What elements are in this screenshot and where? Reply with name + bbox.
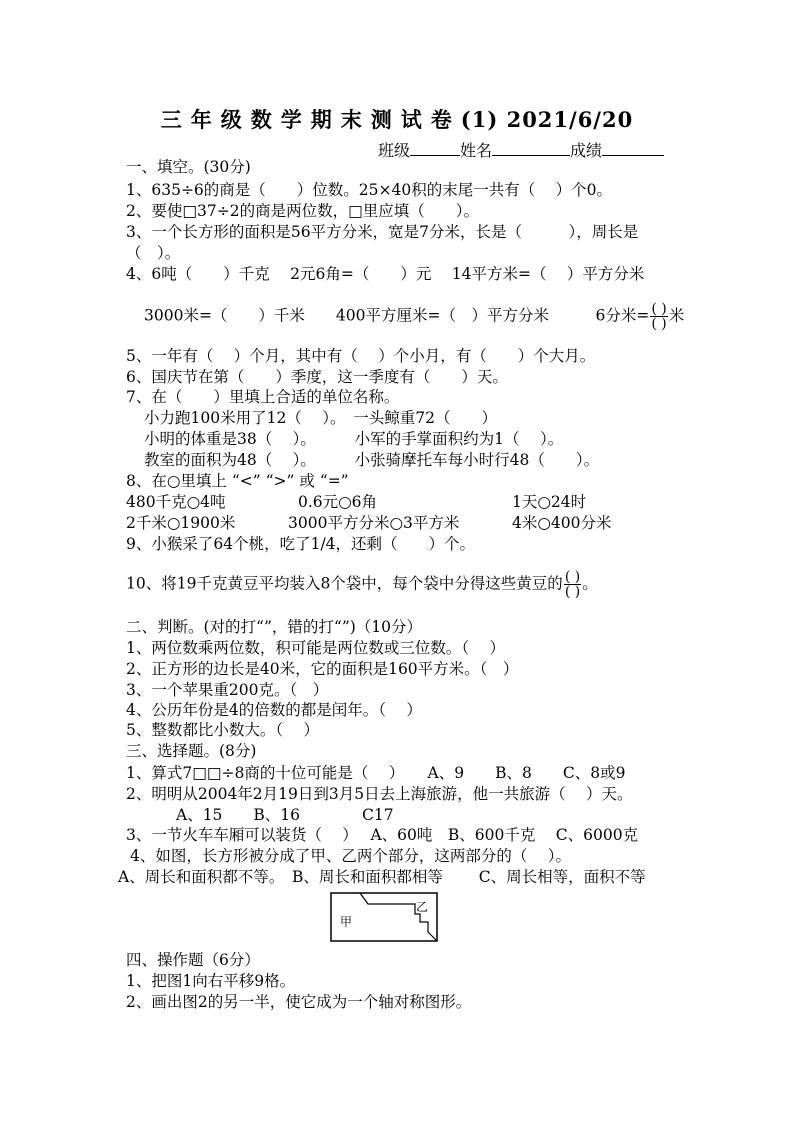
question-1-7-a: 小力跑100米用了12（ ）。 一头鲸重72（ ） <box>144 409 497 427</box>
fraction <box>650 302 667 331</box>
compare-3: 1天○24时 <box>512 493 587 511</box>
question-2-4: 4、公历年份是4的倍数的都是闰年。（ ） <box>126 701 422 719</box>
question-1-7: 7、在（ ）里填上合适的单位名称。 <box>126 388 400 406</box>
class-blank[interactable] <box>410 141 460 156</box>
question-1-7-b: 小明的体重是38（ ）。 小军的手掌面积约为1（ ）。 <box>144 430 564 448</box>
name-label: 姓名 <box>460 141 493 160</box>
question-2-3: 3、一个苹果重200克。（ ） <box>126 681 329 699</box>
fraction <box>564 570 581 599</box>
fraction-denominator: ( ) <box>651 316 667 332</box>
student-info <box>378 138 664 161</box>
question-3-2-options: A、15 B、16 C17 <box>176 806 394 824</box>
fraction-numerator: ( ) <box>564 569 581 585</box>
question-4-2: 2、画出图2的另一半，使它成为一个轴对称图形。 <box>126 993 472 1011</box>
title-main: 三年级数学期末测试卷 <box>160 107 461 132</box>
question-1-8: 8、在○里填上 “<” “>” 或 “=” <box>126 472 349 490</box>
question-4-1: 1、把图1向右平移9格。 <box>126 972 296 990</box>
score-blank[interactable] <box>602 141 664 156</box>
section-1-heading: 一、填空。(30分) <box>126 158 251 176</box>
score-label: 成绩 <box>570 141 603 160</box>
label-yi: 乙 <box>416 900 429 914</box>
period-text: 。 <box>582 574 598 593</box>
question-1-4-cont <box>144 302 684 331</box>
question-1-2: 2、要使□37÷2的商是两位数，□里应填（ ）。 <box>126 202 479 220</box>
rectangle-figure <box>330 892 438 942</box>
label-jia: 甲 <box>340 915 353 929</box>
question-2-5: 5、整数都比小数大。（ ） <box>126 721 320 739</box>
question-3-2: 2、明明从2004年2月19日到3月5日去上海旅游，他一共旅游（ ）天。 <box>126 785 633 803</box>
compare-6: 4米○400分米 <box>512 514 612 532</box>
question-2-1: 1、两位数乘两位数，积可能是两位数或三位数。（ ） <box>126 639 506 657</box>
question-2-2: 2、正方形的边长是40米，它的面积是160平方米。（ ） <box>126 660 519 678</box>
question-3-3: 3、一节火车车厢可以装货（ ） A、60吨 B、600千克 C、6000克 <box>126 826 639 844</box>
unit-text: 米 <box>668 306 685 325</box>
question-1-5: 5、一年有（ ）个月，其中有（ ）个小月，有（ ）个大月。 <box>126 347 596 365</box>
question-1-4: 4、6吨（ ）千克 2元6角=（ ）元 14平方米=（ ）平方分米 <box>126 265 645 283</box>
section-4-heading: 四、操作题（6分） <box>126 951 260 969</box>
question-1-6: 6、国庆节在第（ ）季度，这一季度有（ ）天。 <box>126 368 508 386</box>
compare-2: 0.6元○6角 <box>298 493 378 511</box>
section-2-heading: 二、判断。(对的打“”，错的打“”)（10分） <box>126 618 423 636</box>
question-3-4: 4、如图，长方形被分成了甲、乙两个部分，这两部分的（ ）。 <box>130 847 572 865</box>
question-1-10-text: 10、将19千克黄豆平均装入8个袋中，每个袋中分得这些黄豆的 <box>126 574 563 593</box>
question-1-10 <box>126 570 598 599</box>
question-1-3-cont: （ ）。 <box>126 244 181 262</box>
question-1-7-c: 教室的面积为48（ ）。 小张骑摩托车每小时行48（ ）。 <box>144 451 600 469</box>
compare-4: 2千米○1900米 <box>126 514 236 532</box>
name-blank[interactable] <box>492 141 570 156</box>
title-suffix: (1) 2021/6/20 <box>460 107 634 132</box>
compare-1: 480千克○4吨 <box>126 493 226 511</box>
compare-5: 3000平方分米○3平方米 <box>288 514 460 532</box>
fraction-denominator: ( ) <box>564 584 581 600</box>
question-3-1: 1、算式7□□÷8商的十位可能是（ ） A、9 B、8 C、8或9 <box>126 764 626 782</box>
question-1-3: 3、一个长方形的面积是56平方分米，宽是7分米，长是（ ），周长是 <box>126 223 639 241</box>
question-1-9: 9、小猴采了64个桃，吃了1/4，还剩（ ）个。 <box>126 535 476 553</box>
question-3-4-options: A、周长和面积都不等。 B、周长和面积都相等 C、周长相等，面积不等 <box>118 868 646 886</box>
class-label: 班级 <box>378 141 411 160</box>
question-1-1: 1、635÷6的商是（ ）位数。25×40积的末尾一共有（ ）个0。 <box>126 181 613 199</box>
section-3-heading: 三、选择题。(8分) <box>126 742 257 760</box>
page-title <box>0 104 794 134</box>
question-1-4-text: 3000米=（ ）千米 400平方厘米=（ ）平方分米 6分米= <box>144 306 650 325</box>
fraction-numerator: ( ) <box>651 301 667 317</box>
